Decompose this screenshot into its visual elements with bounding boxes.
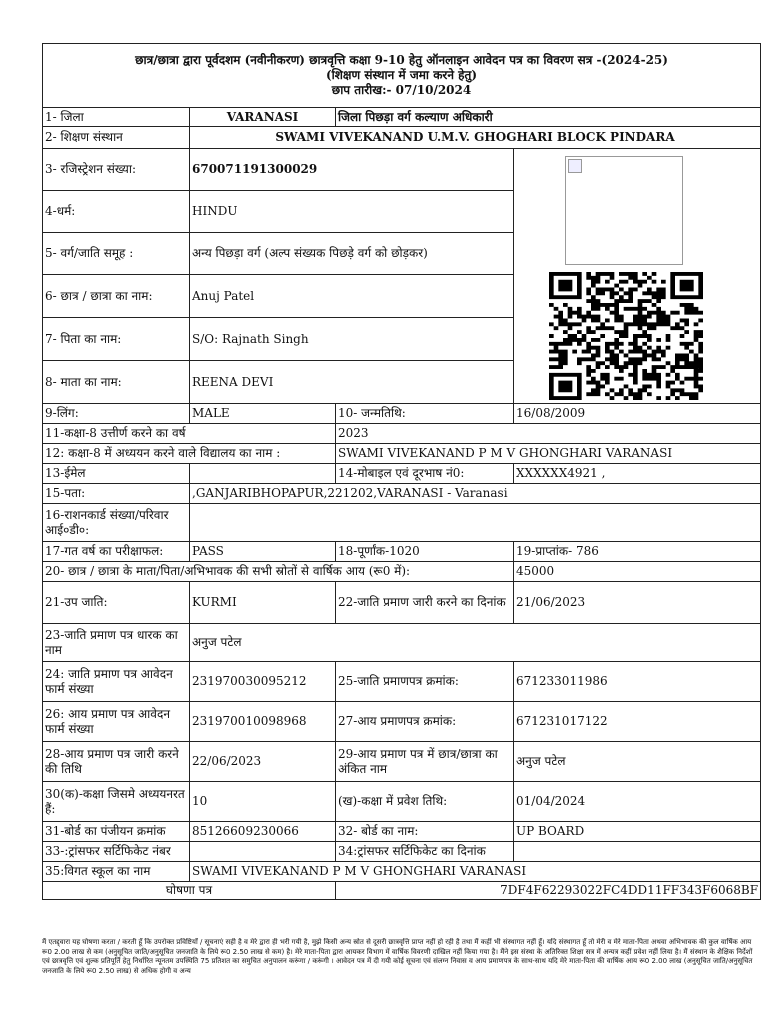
value-sub-caste: KURMI (190, 582, 336, 624)
label-caste-cert-no: 25-जाति प्रमाणपत्र क्रमांक: (336, 662, 514, 702)
label-annual-income: 20- छात्र / छात्रा के माता/पिता/अभिभावक की सभी स्रोतों से वार्षिक आय (रू0 में): (43, 562, 514, 582)
value-mother-name: REENA DEVI (190, 361, 514, 404)
label-mother-name: 8- माता का नाम: (43, 361, 190, 404)
label-gender: 9-लिंग: (43, 404, 190, 424)
broken-image-icon (568, 159, 582, 173)
value-board-reg-no: 85126609230066 (190, 822, 336, 842)
value-tc-number (190, 842, 336, 862)
label-ration-card: 16-राशनकार्ड संख्या/परिवार आई०डी०: (43, 504, 190, 542)
label-father-name: 7- पिता का नाम: (43, 318, 190, 361)
photo-qr-cell (514, 149, 761, 404)
label-religion: 4-धर्म: (43, 191, 190, 233)
form-subtitle: (शिक्षण संस्थान में जमा करने हेतु) (325, 68, 478, 82)
label-class8-year: 11-कक्षा-8 उत्तीर्ण करने का वर्ष (43, 424, 336, 444)
label-institution: 2- शिक्षण संस्थान (43, 127, 190, 149)
label-current-class: 30(क)-कक्षा जिसमे अध्ययनरत हैं: (43, 782, 190, 822)
value-category: अन्य पिछड़ा वर्ग (अल्प संख्यक पिछड़े वर्ग को छोड़कर) (190, 233, 514, 275)
label-tc-date: 34:ट्रांसफर सर्टिफिकेट का दिनांक (336, 842, 514, 862)
value-mobile: XXXXXX4921 , (514, 464, 761, 484)
label-class8-school: 12: कक्षा-8 में अध्ययन करने वाले विद्यालय का नाम : (43, 444, 336, 464)
qr-code-icon (549, 272, 703, 400)
label-admission-date: (ख)-कक्षा में प्रवेश तिथि: (336, 782, 514, 822)
value-student-name: Anuj Patel (190, 275, 514, 318)
label-tc-number: 33-:ट्रांसफर सर्टिफिकेट नंबर (43, 842, 190, 862)
value-religion: HINDU (190, 191, 514, 233)
label-income-cert-name: 29-आय प्रमाण पत्र में छात्र/छात्रा का अंकित नाम (336, 742, 514, 782)
value-previous-school: SWAMI VIVEKANAND P M V GHONGHARI VARANASI (190, 862, 761, 882)
value-caste-cert-no: 671233011986 (514, 662, 761, 702)
verification-hash: 7DF4F62293022FC4DD11FF343F6068BF (336, 882, 761, 900)
value-current-class: 10 (190, 782, 336, 822)
value-email (190, 464, 336, 484)
value-office: जिला पिछड़ा वर्ग कल्याण अधिकारी (336, 108, 761, 127)
value-address: ,GANJARIBHOPAPUR,221202,VARANASI - Varanasi (190, 484, 761, 504)
label-caste-app-no: 24: जाति प्रमाण पत्र आवेदन फार्म संख्या (43, 662, 190, 702)
value-board-name: UP BOARD (514, 822, 761, 842)
label-address: 15-पता: (43, 484, 190, 504)
label-income-app-no: 26: आय प्रमाण पत्र आवेदन फार्म संख्या (43, 702, 190, 742)
value-district: VARANASI (190, 108, 336, 127)
value-class8-school: SWAMI VIVEKANAND P M V GHONGHARI VARANASI (336, 444, 761, 464)
value-tc-date (514, 842, 761, 862)
value-dob: 16/08/2009 (514, 404, 761, 424)
form-header (43, 44, 761, 108)
application-form-table (42, 43, 761, 900)
value-income-cert-no: 671231017122 (514, 702, 761, 742)
declaration-label: घोषणा पत्र (43, 882, 336, 900)
value-registration: 670071191300029 (190, 149, 514, 191)
value-class8-year: 2023 (336, 424, 761, 444)
label-board-reg-no: 31-बोर्ड का पंजीयन क्रमांक (43, 822, 190, 842)
label-district: 1- जिला (43, 108, 190, 127)
label-income-cert-date: 28-आय प्रमाण पत्र जारी करने की तिथि (43, 742, 190, 782)
student-photo (565, 156, 683, 265)
value-father-name: S/O: Rajnath Singh (190, 318, 514, 361)
label-caste-cert-date: 22-जाति प्रमाण जारी करने का दिनांक (336, 582, 514, 624)
label-category: 5- वर्ग/जाति समूह : (43, 233, 190, 275)
value-caste-cert-holder: अनुज पटेल (190, 624, 761, 662)
label-caste-cert-holder: 23-जाति प्रमाण पत्र धारक का नाम (43, 624, 190, 662)
value-admission-date: 01/04/2024 (514, 782, 761, 822)
label-last-result: 17-गत वर्ष का परीक्षाफल: (43, 542, 190, 562)
label-student-name: 6- छात्र / छात्रा का नाम: (43, 275, 190, 318)
value-income-cert-date: 22/06/2023 (190, 742, 336, 782)
value-annual-income: 45000 (514, 562, 761, 582)
print-date: छाप तारीख:- 07/10/2024 (331, 83, 472, 97)
label-obtained-marks: 19-प्राप्तांक- 786 (514, 542, 761, 562)
value-last-result: PASS (190, 542, 336, 562)
label-dob: 10- जन्मतिथि: (336, 404, 514, 424)
value-income-cert-name: अनुज पटेल (514, 742, 761, 782)
label-previous-school: 35:विगत स्कूल का नाम (43, 862, 190, 882)
label-registration: 3- रजिस्ट्रेशन संख्या: (43, 149, 190, 191)
label-mobile: 14-मोबाइल एवं दूरभाष नं0: (336, 464, 514, 484)
value-ration-card (190, 504, 761, 542)
label-max-marks: 18-पूर्णांक-1020 (336, 542, 514, 562)
value-income-app-no: 231970010098968 (190, 702, 336, 742)
value-institution: SWAMI VIVEKANAND U.M.V. GHOGHARI BLOCK PINDARA (190, 127, 761, 149)
label-email: 13-ईमेल (43, 464, 190, 484)
declaration-text: मैं एतद्द्वारा यह घोषणा करता / करती हूँ कि उपरोक्त प्रविष्टियाँ / सूचनाएं सही है व मेरे द्वारा ही भरी गयी है, मुझे किसी अन्य स्रोत से दूसरी छात्रवृत्ति प्राप्त नहीं हो रही है तथा मैं कहीं भी संस्थागत नहीं हूँ। यदि संस्थागत हूँ तो मेरी व मेरे माता-पिता अथवा अभिभावक की कुल वार्षिक आय रू0 2.00 लाख से कम (अनुसूचित जाति/अनुसूचित जनजाति के लिये रू0 2.50 लाख से कम) है। मेरे माता-पिता द्वारा आयकर विभाग में वार्षिक विवरणी दाखिल नहीं किया गया है। मैंने इस संस्था के अतिरिक्त शिक्षा सत्र में अन्यत्र कहीं प्रवेश नहीं लिया है। मैं संस्थान के शैक्षिक निर्देशों एवं छात्रवृत्ति एवं शुल्क प्रतिपूर्ति हेतु निर्धारित न्यूनतम उपस्थिति 75 प्रतिशत का समुचित अनुपालन करूंगा / करूंगी । आवेदन पत्र में दी गयी कोई सूचना एवं संलग्न निवास व आय प्रमाणपत्र के साथ-साथ यदि मेरे माता-पिता की वार्षिक आय रू0 2.00 लाख (अनुसूचित जाति/अनुसूचित जनजाति के लिये रू0 2.50 लाख) से अधिक होगी व अन्य (42, 938, 753, 975)
label-income-cert-no: 27-आय प्रमाणपत्र क्रमांक: (336, 702, 514, 742)
value-gender: MALE (190, 404, 336, 424)
label-board-name: 32- बोर्ड का नाम: (336, 822, 514, 842)
value-caste-cert-date: 21/06/2023 (514, 582, 761, 624)
form-title: छात्र/छात्रा द्वारा पूर्वदशम (नवीनीकरण) छात्रवृत्ति कक्षा 9-10 हेतु ऑनलाइन आवेदन पत्र का विवरण सत्र -(2024-25) (135, 53, 668, 67)
value-caste-app-no: 231970030095212 (190, 662, 336, 702)
label-sub-caste: 21-उप जाति: (43, 582, 190, 624)
